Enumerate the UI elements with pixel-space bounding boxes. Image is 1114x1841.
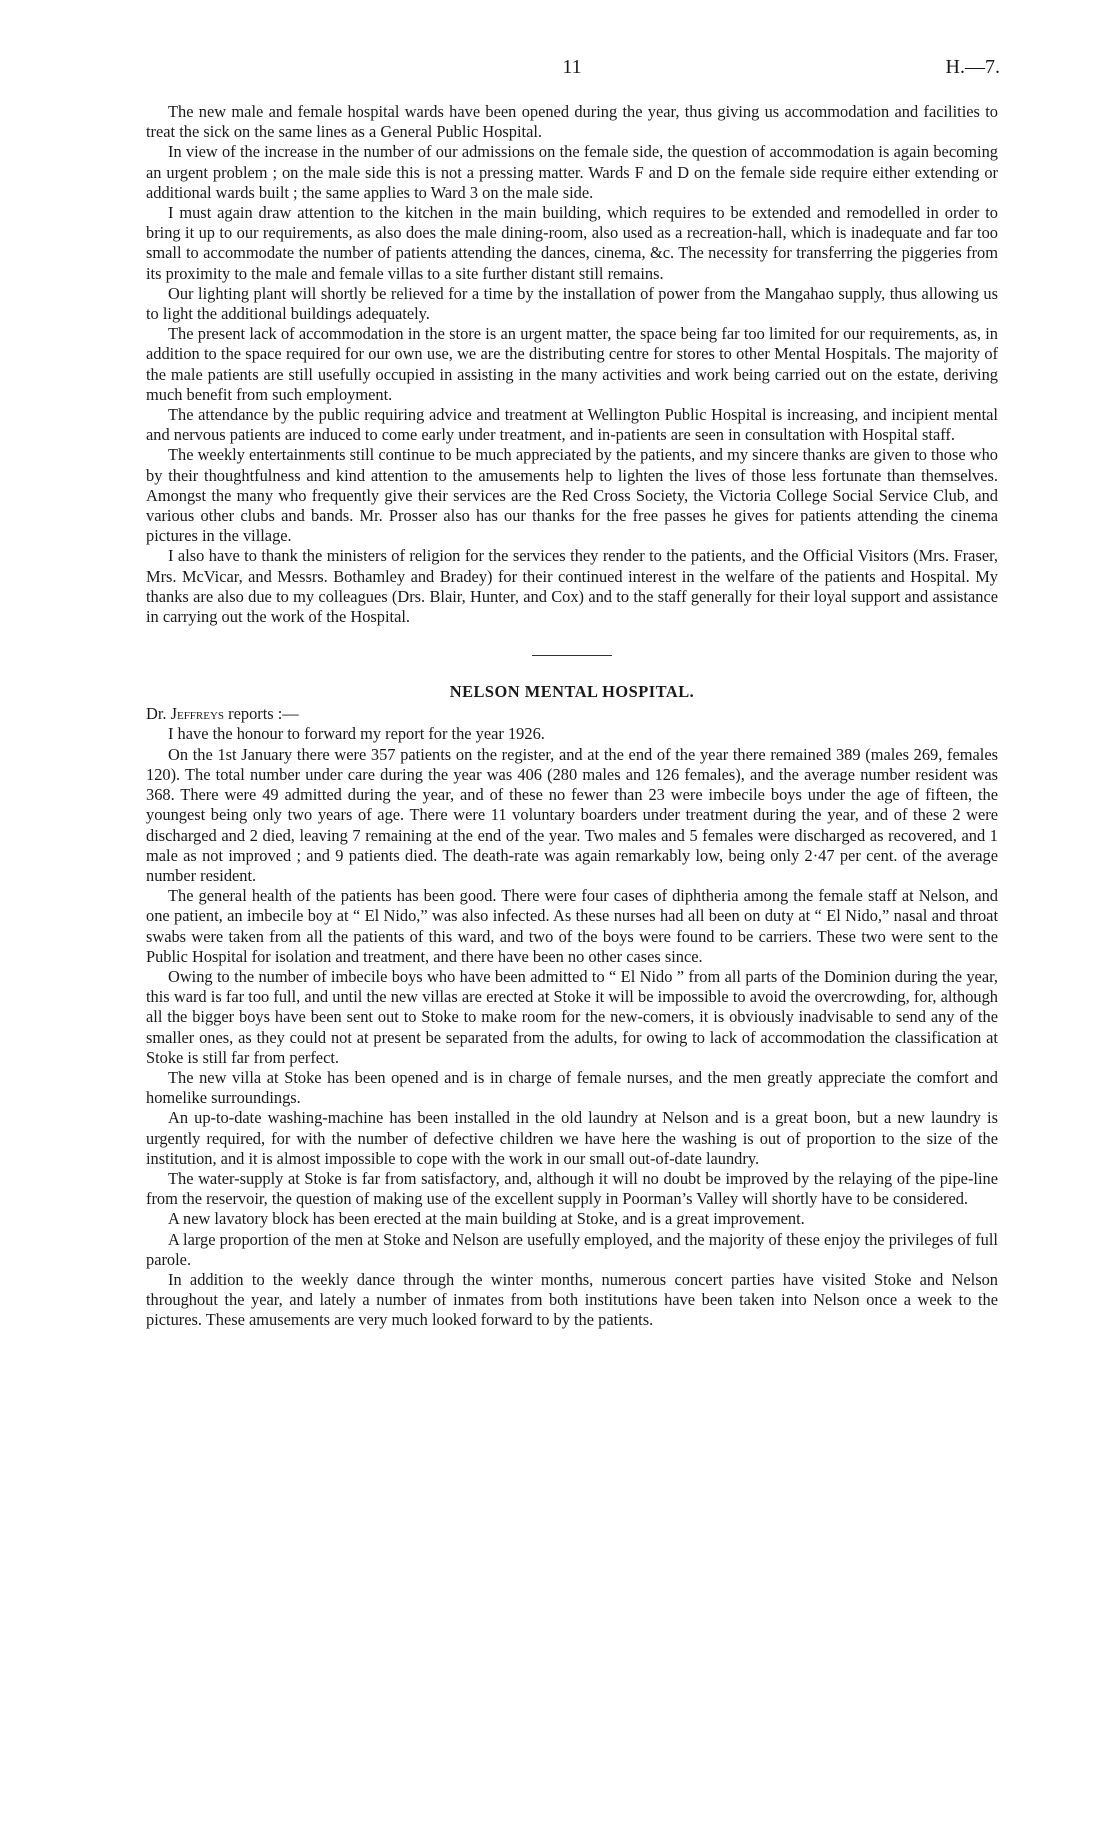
page-number: 11 <box>562 56 582 78</box>
body-paragraph: The water-supply at Stoke is far from satisfactory, and, although it will no doubt be improved by the relaying of the pipe-line from the reservoir, the question of making use of the excellent supply in Poorman’s Valley will shortly have to be considered. <box>146 1168 998 1209</box>
body-paragraph: I also have to thank the ministers of religion for the services they render to the patients, and the Official Visitors (Mrs. Fraser, Mrs. McVicar, and Messrs. Bothamley and Bradey) for their continued interest in the welfare of the patients and Hospital. My thanks are also due to my colleagues (Drs. Blair, Hunter, and Cox) and to the staff generally for their loyal support and assistance in carrying out the work of the Hospital. <box>146 546 998 627</box>
body-paragraph: On the 1st January there were 357 patients on the register, and at the end of the year there remained 389 (males 269, females 120). The total number under care during the year was 406 (280 males and 126 females), and the average number resident was 368. There were 49 admitted during the year, and of these no fewer than 23 were imbecile boys under the age of fifteen, the youngest being only two years of age. There were 11 voluntary boarders under treatment during the year, and of these 2 were discharged and 2 died, leaving 7 remaining at the end of the year. Two males and 5 females were discharged as recovered, and 1 male as not improved ; and 9 patients died. The death-rate was again remarkably low, being only 2·47 per cent. of the average number resident. <box>146 744 998 885</box>
body-paragraph: I have the honour to forward my report for the year 1926. <box>168 724 545 744</box>
document-page <box>146 56 998 1331</box>
body-paragraph: I must again draw attention to the kitchen in the main building, which requires to be extended and remodelled in order to bring it up to our requirements, as also does the male dining-room, also used as a recreation-hall, which is inadequate and far too small to accommodate the number of patients attending the dances, cinema, &c. The necessity for transferring the piggeries from its proximity to the male and female villas to a site further distant still remains. <box>146 203 998 283</box>
body-paragraph: The weekly entertainments still continue to be much appreciated by the patients, and my sincere thanks are given to those who by their thoughtfulness and kind attention to the amusements help to lighten the lives of those less fortunate than themselves. Amongst the many who frequently give their services are the Red Cross Society, the Victoria College Social Service Club, and various other clubs and bands. Mr. Prosser also has our thanks for the free passes he gives for patients attending the cinema pictures in the village. <box>146 445 998 546</box>
section-title: NELSON MENTAL HOSPITAL. <box>449 682 695 702</box>
reporter-line <box>146 704 998 724</box>
body-paragraph: A new lavatory block has been erected at the main building at Stoke, and is a great improvement. <box>168 1209 805 1229</box>
body-paragraph: In view of the increase in the number of our admissions on the female side, the question of accommodation is again becoming an urgent problem ; on the male side this is not a pressing matter. Wards F and D on the female side require either extending or additional wards built ; the same applies to Ward 3 on the male side. <box>146 142 998 202</box>
body-paragraph: The new villa at Stoke has been opened and is in charge of female nurses, and the men greatly appreciate the comfort and homelike surroundings. <box>146 1067 998 1108</box>
body-paragraph: In addition to the weekly dance through the winter months, numerous concert parties have visited Stoke and Nelson throughout the year, and lately a number of inmates from both institutions have been taken into Nelson once a week to the pictures. These amusements are very much looked forward to by the patients. <box>146 1269 998 1330</box>
nelson-section <box>146 682 998 1330</box>
section-divider <box>532 655 612 656</box>
body-paragraph: Owing to the number of imbecile boys who have been admitted to “ El Nido ” from all parts of the Dominion during the year, this ward is far too full, and until the new villas are erected at Stoke it will be impossible to avoid the overcrowding, for, although all the bigger boys have been sent out to Stoke to make room for the new-comers, it is obviously inadvisable to send any of the smaller ones, as they could not at present be separated from the adults, for owing to lack of accommodation the classification at Stoke is still far from perfect. <box>146 966 998 1067</box>
reporter-name: Jeffreys <box>170 704 225 724</box>
body-paragraph: The attendance by the public requiring advice and treatment at Wellington Public Hospital is increasing, and incipient mental and nervous patients are induced to come early under treatment, and in-patients are seen in consultation with Hospital staff. <box>146 405 998 445</box>
reporter-suffix: reports :— <box>224 704 299 724</box>
body-paragraph: The general health of the patients has been good. There were four cases of diphtheria among the female staff at Nelson, and one patient, an imbecile boy at “ El Nido,” was also infected. As these nurses had all been on duty at “ El Nido,” nasal and throat swabs were taken from all the patients of this ward, and two of the boys were found to be carriers. These two were sent to the Public Hospital for isolation and treatment, and there have been no other cases since. <box>146 886 998 966</box>
body-paragraph: The new male and female hospital wards have been opened during the year, thus giving us accommodation and facilities to treat the sick on the same lines as a General Public Hospital. <box>146 102 998 142</box>
reporter-prefix: Dr. <box>146 704 171 724</box>
page-header <box>146 56 998 86</box>
body-paragraph: An up-to-date washing-machine has been installed in the old laundry at Nelson and is a great boon, but a new laundry is urgently required, for with the number of defective children we have here the washing is out of proportion to the size of the institution, and it is almost impossible to cope with the work in our small out-of-date laundry. <box>146 1108 998 1168</box>
document-reference: H.—7. <box>945 56 1000 78</box>
body-paragraph: A large proportion of the men at Stoke and Nelson are usefully employed, and the majority of these enjoy the privileges of full parole. <box>146 1229 998 1269</box>
body-paragraph: The present lack of accommodation in the store is an urgent matter, the space being far too limited for our requirements, as, in addition to the space required for our own use, we are the distributing centre for stores to other Mental Hospitals. The majority of the male patients are still usefully occupied in assisting in the many activities and work being carried out on the estate, deriving much benefit from such employment. <box>146 324 998 404</box>
body-paragraph: Our lighting plant will shortly be relieved for a time by the installation of power from the Mangahao supply, thus allowing us to light the additional buildings adequately. <box>146 283 998 324</box>
wellington-report-body <box>146 102 998 627</box>
